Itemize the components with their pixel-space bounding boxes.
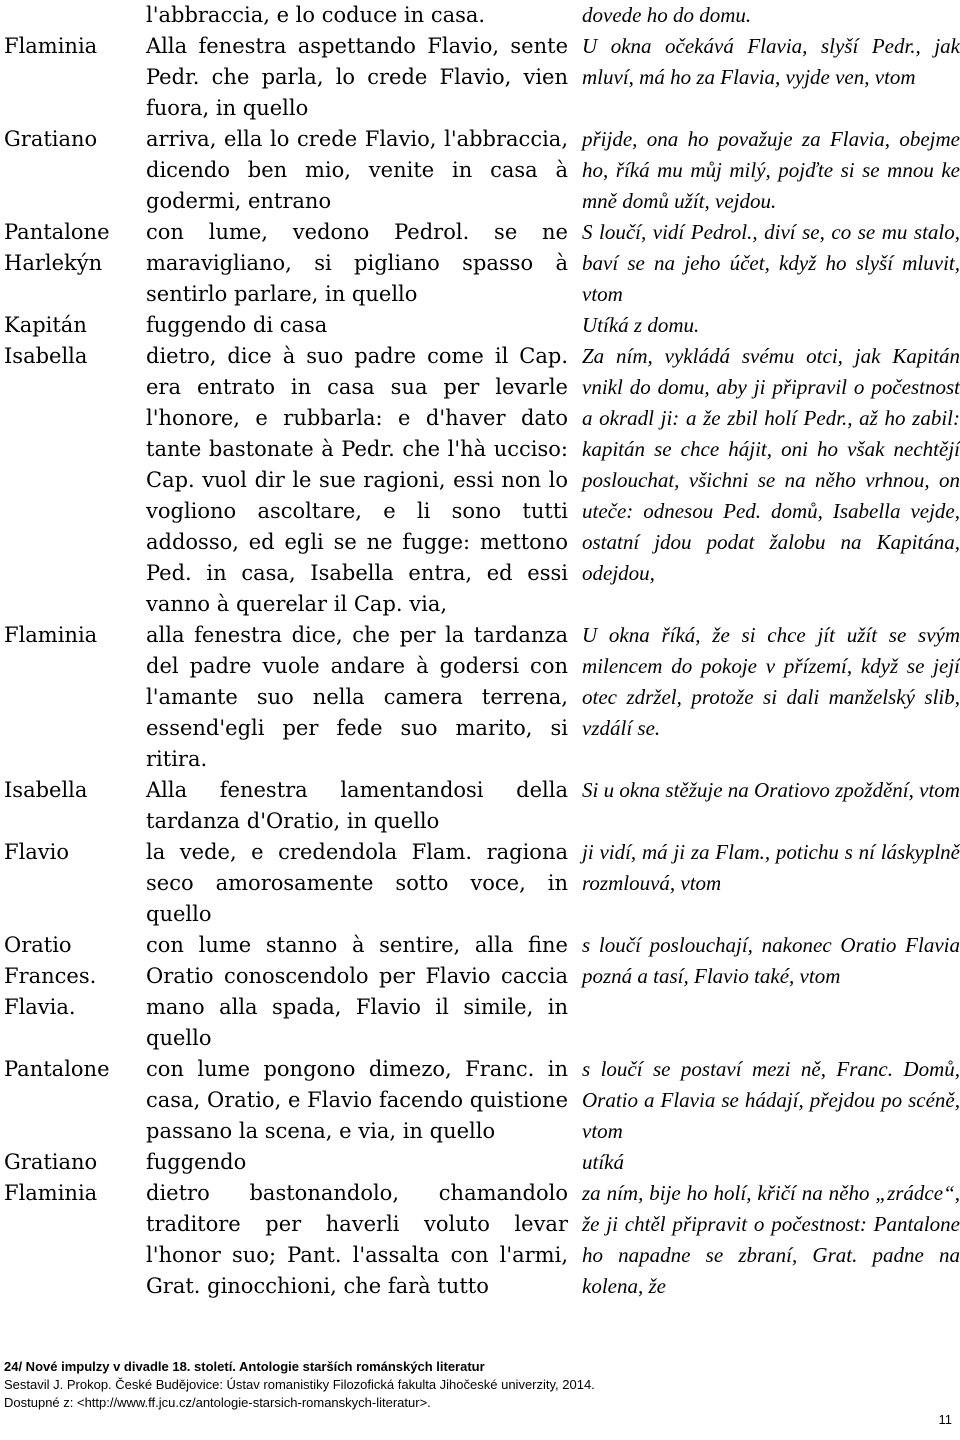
dialogue-row: [4, 0, 960, 31]
speaker-name: Kapitán: [4, 313, 87, 337]
italian-text: Alla fenestra lamentandosi della tardanza d'Oratio, in quello: [146, 778, 568, 833]
czech-translation: přijde, ona ho považuje za Flavia, obejme ho, říká mu můj milý, pojďte si se mnou ke mně domů užít, vejdou.: [582, 127, 960, 213]
dialogue-row: [4, 930, 960, 1054]
speaker-name: [4, 0, 132, 31]
speaker-name: Pantalone Harlekýn: [4, 220, 110, 275]
italian-text: alla fenestra dice, che per la tardanza del padre vuole andare à godersi con l'amante suo nella camera terrena, essend'egli per fede suo marito, si ritira.: [146, 623, 568, 771]
speaker-name: Flaminia: [4, 1181, 98, 1205]
italian-text: con lume stanno à sentire, alla fine Oratio conoscendolo per Flavio caccia mano alla spada, Flavio il simile, in quello: [146, 933, 568, 1050]
italian-text: arriva, ella lo crede Flavio, l'abbraccia, dicendo ben mio, venite in casa à godermi, entrano: [146, 127, 568, 213]
speaker-name: Oratio Frances. Flavia.: [4, 933, 97, 1019]
speaker-name: Isabella: [4, 344, 88, 368]
czech-translation: ji vidí, má ji za Flam., potichu s ní láskyplně rozmlouvá, vtom: [582, 840, 960, 895]
footer: [4, 1358, 595, 1412]
italian-text: dietro bastonandolo, chamandolo traditore per haverli voluto levar l'honor suo; Pant. l'assalta con l'armi, Grat. ginocchioni, che farà tutto: [146, 1181, 568, 1298]
czech-translation: S loučí, vidí Pedrol., diví se, co se mu stalo, baví se na jeho účet, když ho slyší mluvit, vtom: [582, 220, 960, 306]
czech-translation: U okna očekává Flavia, slyší Pedr., jak mluví, má ho za Flavia, vyjde ven, vtom: [582, 34, 960, 89]
czech-translation: utíká: [582, 1150, 624, 1174]
dialogue-row: [4, 217, 960, 310]
dialogue-row: [4, 1147, 960, 1178]
czech-translation: s loučí se postaví mezi ně, Franc. Domů, Oratio a Flavia se hádají, přejdou po scéně, vtom: [582, 1057, 960, 1143]
italian-text: fuggendo: [146, 1150, 247, 1174]
italian-text: con lume pongono dimezo, Franc. in casa, Oratio, e Flavio facendo quistione passano la scena, e via, in quello: [146, 1057, 568, 1143]
dialogue-row: [4, 1054, 960, 1147]
dialogue-row: [4, 124, 960, 217]
dialogue-row: [4, 310, 960, 341]
dialogue-row: [4, 1178, 960, 1302]
italian-text: l'abbraccia, e lo coduce in casa.: [146, 3, 486, 27]
dialogue-row: [4, 775, 960, 837]
italian-text: Alla fenestra aspettando Flavio, sente Pedr. che parla, lo crede Flavio, vien fuora, in quello: [146, 34, 568, 120]
italian-text: con lume, vedono Pedrol. se ne maravigliano, si pigliano spasso à sentirlo parlare, in quello: [146, 220, 568, 306]
speaker-name: Gratiano: [4, 127, 98, 151]
page-number: 11: [938, 1412, 952, 1427]
speaker-name: Flaminia: [4, 34, 98, 58]
italian-text: fuggendo di casa: [146, 313, 328, 337]
footer-title: 24/ Nové impulzy v divadle 18. století. Antologie starších románských literatur: [4, 1359, 485, 1374]
footer-available-at: Dostupné z: <http://www.ff.jcu.cz/antologie-starsich-romanskych-literatur>.: [4, 1395, 431, 1410]
speaker-name: Isabella: [4, 778, 88, 802]
speaker-name: Flaminia: [4, 623, 98, 647]
speaker-name: Gratiano: [4, 1150, 98, 1174]
czech-translation: Za ním, vykládá svému otci, jak Kapitán vnikl do domu, aby ji připravil o počestnost a okradl ji: a že zbil holí Pedr., až ho zabil: kapitán se chce hájit, oni ho však nechtějí poslouchat, všichni se na něho vrhnou, on uteče: odnesou Ped. domů, Isabella vejde, ostatní jdou podat žalobu na Kapitána, odejdou,: [582, 344, 960, 585]
dialogue-row: [4, 620, 960, 775]
czech-translation: Utíká z domu.: [582, 313, 700, 337]
czech-translation: Si u okna stěžuje na Oratiovo zpoždění, vtom: [582, 778, 960, 802]
czech-translation: dovede ho do domu.: [582, 3, 752, 27]
speaker-name: Pantalone: [4, 1057, 110, 1081]
czech-translation: za ním, bije ho holí, křičí na něho „zrádce“, že ji chtěl připravit o počestnost: Pantalone ho napadne se zbraní, Grat. padne na kolena, že: [582, 1181, 960, 1298]
dialogue-row: [4, 31, 960, 124]
italian-text: dietro, dice à suo padre come il Cap. era entrato in casa sua per levarle l'honore, e rubbarla: e d'haver dato tante bastonate à Pedr. che l'hà ucciso: Cap. vuol dir le sue ragioni, essi non lo vogliono ascoltare, e li sono tutti addosso, ed egli se ne fugge: mettono Ped. in casa, Isabella entra, ed essi vanno à querelar il Cap. via,: [146, 344, 568, 616]
speaker-name: Flavio: [4, 840, 70, 864]
footer-compiled-by: Sestavil J. Prokop. České Budějovice: Ústav romanistiky Filozofická fakulta Jihočeské univerzity, 2014.: [4, 1377, 595, 1392]
czech-translation: U okna říká, že si chce jít užít se svým milencem do pokoje v přízemí, když se její otec zdržel, protože si dali manželský slib, vzdálí se.: [582, 623, 960, 740]
italian-text: la vede, e credendola Flam. ragiona seco amorosamente sotto voce, in quello: [146, 840, 568, 926]
czech-translation: s loučí poslouchají, nakonec Oratio Flavia pozná a tasí, Flavio také, vtom: [582, 933, 960, 988]
dialogue-row: [4, 837, 960, 930]
dialogue-row: [4, 341, 960, 620]
